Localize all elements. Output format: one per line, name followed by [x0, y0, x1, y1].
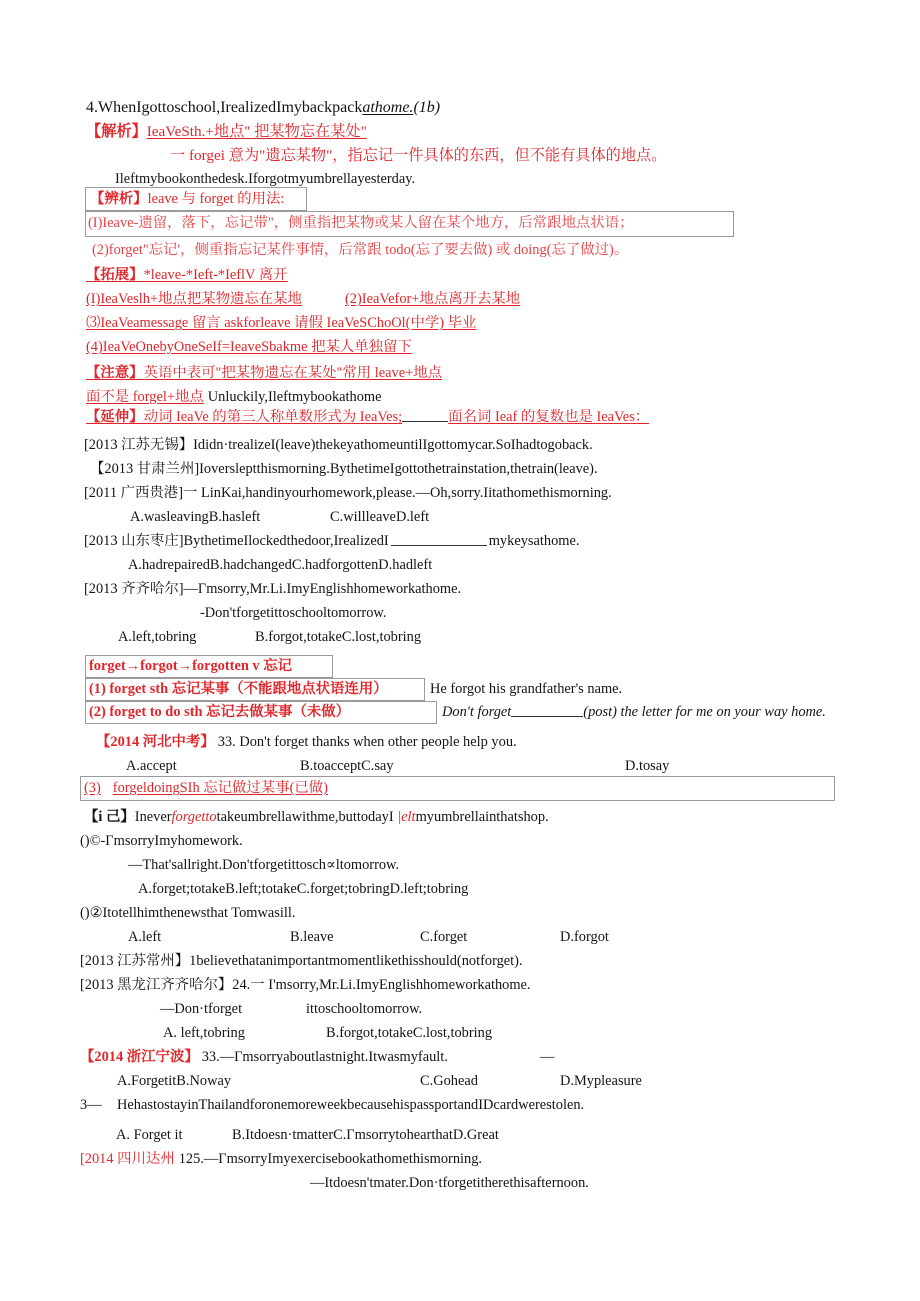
exam-item-ningbo-2014-option-c: C.Gohead — [420, 1073, 478, 1089]
exam-item-dazhou-2014-text: 125.—ΓmsorryImyexercisebookathomethismorning. — [178, 1151, 483, 1167]
exam-item-changzhou-2013: [2013 江苏常州】1believethatanimportantmomentlikethisshould(notforget). — [80, 953, 523, 969]
distinction-line — [90, 192, 284, 206]
memo-b: takeumbrellawithme,buttodayI — [216, 809, 398, 825]
caution-tag: 【注意】 — [86, 365, 144, 381]
exam-item-hebei-2014-option-d: D.tosay — [625, 758, 670, 774]
extension-item-3-text: ⑶IeaVeamessage 留言 askforleave 请假 IeaVeSChoOl(中学) 毕业 — [86, 315, 477, 331]
exam-item-blank-1: ()©-ΓmsorryImyhomework. — [80, 833, 243, 849]
extension-line — [86, 268, 288, 282]
exam-item-hebei-2014-option-b: B.toacceptC.say — [300, 758, 394, 774]
exam-item-zaozhuang-2013-text: [2013 山东枣庄]BythetimeIlockedthedoor,IrealizedI — [84, 533, 389, 549]
question-4-text: 4.WhenIgottoschool,IrealizedImybackpack — [86, 99, 363, 116]
exam-item-13-num: 3— — [80, 1097, 102, 1113]
forget-doing-num: (3) — [84, 780, 101, 796]
extension-item-3 — [86, 316, 476, 330]
forget-sth-text: (1) forget sth 忘记某事（不能跟地点状语连用） — [89, 681, 388, 697]
analysis-body: IeaVeSth.+地点" 把某物忘在某处" — [146, 123, 367, 140]
exam-item-qiqihar-2013-reply: -Don'tforgetittoschooltomorrow. — [200, 605, 387, 621]
extension-body: *leave-*Ieft-*IeflV 离开 — [143, 267, 288, 283]
exam-item-zaozhuang-2013 — [84, 534, 579, 548]
exam-item-hebei-2014 — [96, 735, 517, 749]
forget-conjugation-text: forget→forgot→forgotten v 忘记 — [89, 658, 293, 674]
exam-item-hebei-2014-option-a: A.accept — [126, 758, 177, 774]
forget-to-do-example-a: Don't forget — [442, 704, 512, 720]
exam-item-ningbo-2014-option-d: D.Mypleasure — [560, 1073, 642, 1089]
forget-to-do-text: (2) forget to do sth 忘记去做某事（未做） — [89, 704, 351, 720]
exam-item-dazhou-2014 — [80, 1152, 482, 1166]
extension-item-2-text: (2)IeaVefor+地点离开去某地 — [345, 291, 521, 307]
extension-item-1-text: (I)IeaVeslh+地点把某物遗忘在某地 — [86, 291, 302, 307]
extension-item-1 — [86, 292, 302, 306]
exam-item-ningbo-2014-dash: — — [540, 1049, 555, 1065]
exam-item-zaozhuang-2013-options: A.hadrepairedB.hadchangedC.hadforgottenD.hadleft — [128, 557, 433, 573]
exam-item-zaozhuang-blank — [391, 545, 487, 546]
forget-to-do-example-b: (post) the letter for me on your way home. — [583, 704, 826, 720]
example-sentences: Ileftmybookonthedesk.Iforgotmyumbrellayesterday. — [115, 171, 416, 187]
exam-item-blank-2-option-a: A.left — [128, 929, 162, 945]
caution-body: 英语中表可"把某物遗忘在某处"常用 leave+地点 — [143, 365, 443, 381]
exam-item-lanzhou-2013: 【2013 甘肃兰州]Ioversleptthismorning.BythetimeIgottothetrainstation,thetrain(leave). — [90, 461, 598, 477]
exam-item-guigang-2011-options-a: A.wasleavingB.hasleft — [130, 509, 261, 525]
exam-item-qiqihar-2013-options-b: B.forgot,totakeC.lost,tobring — [255, 629, 422, 645]
extension-tag: 【拓展】 — [86, 267, 144, 283]
exam-item-blank-1-options: A.forget;totakeB.left;totakeC.forget;tobringD.left;tobring — [138, 881, 469, 897]
question-4-answer-italic: athome. — [362, 99, 414, 116]
exam-item-ningbo-2014 — [80, 1050, 448, 1064]
exam-item-qiqihar-2013: [2013 齐齐哈尔]—Γmsorry,Mr.Li.ImyEnglishhomeworkathome. — [84, 581, 462, 597]
caution-line — [86, 366, 442, 380]
exam-item-13-option-b: B.Itdoesn·tmatterC.ΓmsorrytohearthatD.Great — [232, 1127, 499, 1143]
distinction-text: leave 与 forget 的用法: — [147, 191, 285, 207]
exam-item-wuxi-2013: [2013 江苏无锡】Ididn·trealizeI(leave)thekeyathomeuntilIgottomycar.SoIhadtogoback. — [84, 437, 593, 453]
memo-tag: 【i 己】 — [84, 809, 135, 825]
derive-body-a: 动词 IeaVe 的第三人称单数形式为 IeaVes; — [143, 409, 403, 425]
exam-item-guigang-2011-options-b: C.willleaveD.left — [330, 509, 430, 525]
exam-item-heilongjiang-2013-option-a: A. left,tobring — [163, 1025, 245, 1041]
caution-example — [86, 390, 382, 404]
forget-to-do-example — [442, 705, 826, 719]
forget-doing-text: forgeldoingSIh 忘记做过某事(已做) — [112, 780, 328, 796]
exam-item-hebei-2014-tag: 【2014 河北中考】 — [96, 734, 215, 750]
memo-a: Inever — [134, 809, 172, 825]
memo-italic-1: forgetto — [171, 809, 217, 825]
derive-blank — [402, 421, 448, 422]
forget-to-do-blank — [511, 716, 583, 717]
exam-item-13-option-a: A. Forget it — [116, 1127, 183, 1143]
memo-example — [84, 810, 549, 824]
caution-example-black: Unluckily,Ileftmybookathome — [207, 389, 382, 405]
exam-item-dazhou-2014-reply: —Itdoesn'tmater.Don·tforgetitherethisafternoon. — [310, 1175, 589, 1191]
question-4-ref: (1b) — [413, 99, 441, 116]
derive-tag: 【延伸】 — [86, 409, 144, 425]
memo-italic-2: |elt — [397, 809, 416, 825]
analysis-line — [86, 124, 367, 139]
exam-item-ningbo-2014-tag: 【2014 浙江宁波】 — [80, 1049, 199, 1065]
exam-item-blank-2-option-b: B.leave — [290, 929, 334, 945]
exam-item-blank-2-option-c: C.forget — [420, 929, 468, 945]
exam-item-blank-2-option-d: D.forgot — [560, 929, 609, 945]
analysis-tag: 【解析】 — [86, 123, 147, 140]
exam-item-guigang-2011: [2011 广西贵港]一 LinKai,handinyourhomework,please.—Oh,sorry.Iitathomethismorning. — [84, 485, 612, 501]
memo-c: myumbrellainthatshop. — [415, 809, 549, 825]
forget-doing-line — [84, 781, 328, 795]
derive-line — [86, 410, 649, 424]
exam-item-heilongjiang-2013-reply-b: ittoschooltomorrow. — [306, 1001, 423, 1017]
exam-item-ningbo-2014-text: 33.—Γmsorryaboutlastnight.Itwasmyfault. — [201, 1049, 448, 1065]
exam-item-ningbo-2014-option-ab: A.ForgetitB.Noway — [117, 1073, 232, 1089]
exam-item-dazhou-2014-tag: [2014 四川达州 — [80, 1151, 175, 1167]
distinction-tag: 【辨析】 — [90, 191, 148, 207]
caution-example-red: 面不是 forgel+地点 — [86, 389, 204, 405]
extension-item-4-text: (4)IeaVeOnebyOneSeIf=IeaveSbakme 把某人单独留下 — [86, 339, 412, 355]
exam-item-blank-1-reply: —That'sallright.Don'tforgetittosch∝ltomorrow. — [128, 857, 400, 873]
exam-item-heilongjiang-2013-option-b: B.forgot,totakeC.lost,tobring — [326, 1025, 493, 1041]
exam-item-13-text: HehastostayinThailandforonemoreweekbecausehispassportandIDcardwerestolen. — [117, 1097, 585, 1113]
leave-usage-text: (I)Ieave-遗留，落下，忘记带"，侧重指把某物或某人留在某个地方，后常跟地点状语； — [88, 215, 634, 231]
derive-body-b: 面名词 Ieaf 的复数也是 IeaVes： — [448, 409, 650, 425]
exam-item-zaozhuang-2013-tail: mykeysathome. — [488, 533, 580, 549]
exam-item-heilongjiang-2013: [2013 黑龙江齐齐哈尔】24.一 I'msorry,Mr.Li.ImyEnglishhomeworkathome. — [80, 977, 531, 993]
extension-item-4 — [86, 340, 412, 354]
extension-item-2 — [345, 292, 520, 306]
exam-item-qiqihar-2013-options-a: A.left,tobring — [118, 629, 197, 645]
exam-item-blank-2: ()②Itotellhimthenewsthat Tomwasill. — [80, 905, 296, 921]
exam-item-hebei-2014-text: 33. Don't forget thanks when other people help you. — [217, 734, 517, 750]
question-4-stem — [86, 100, 440, 116]
analysis-note: 一 forgei 意为"遗忘某物"，指忘记一件具体的东西，但不能有具体的地点。 — [170, 147, 667, 164]
exam-item-heilongjiang-2013-reply-a: —Don·tforget — [160, 1001, 243, 1017]
forget-usage-text: (2)forget"忘记'，侧重指忘记某件事情，后常跟 todo(忘了要去做) 或 doing(忘了做过)。 — [92, 242, 629, 258]
forget-sth-example: He forgot his grandfather's name. — [430, 681, 623, 697]
